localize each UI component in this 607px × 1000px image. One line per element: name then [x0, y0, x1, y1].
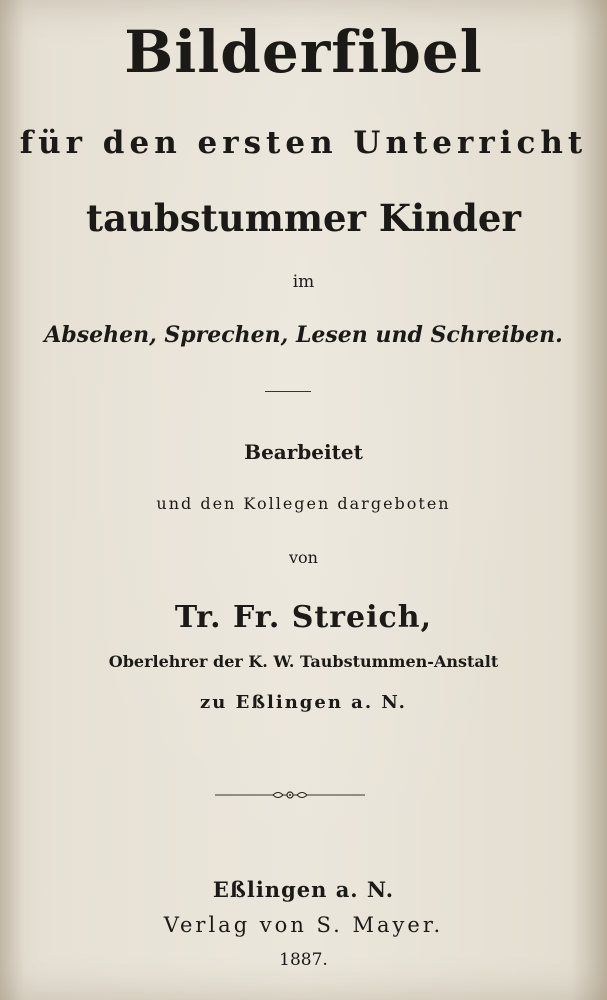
book-title: Bilderfibel — [124, 18, 483, 86]
imprint-year: 1887. — [279, 950, 328, 970]
subtitle-line-4: Absehen, Sprechen, Lesen und Schreiben. — [44, 322, 563, 348]
subtitle-line-2: taubstummer Kinder — [86, 196, 521, 240]
author-place: zu Eßlingen a. N. — [200, 692, 407, 713]
imprint-publisher: Verlag von S. Mayer. — [163, 913, 444, 937]
ornament-divider-icon — [215, 788, 365, 802]
author-position: Oberlehrer der K. W. Taubstummen-Anstalt — [108, 652, 499, 671]
imprint-city: Eßlingen a. N. — [212, 877, 395, 902]
divider-rule — [265, 391, 311, 392]
by-label: von — [289, 548, 318, 567]
offered-to-line: und den Kollegen dargeboten — [156, 494, 451, 513]
subtitle-line-3: im — [292, 272, 315, 292]
author-name: Tr. Fr. Streich, — [174, 600, 433, 635]
subtitle-line-1: für den ersten Unterricht — [19, 125, 588, 161]
edited-by-label: Bearbeitet — [244, 440, 363, 464]
